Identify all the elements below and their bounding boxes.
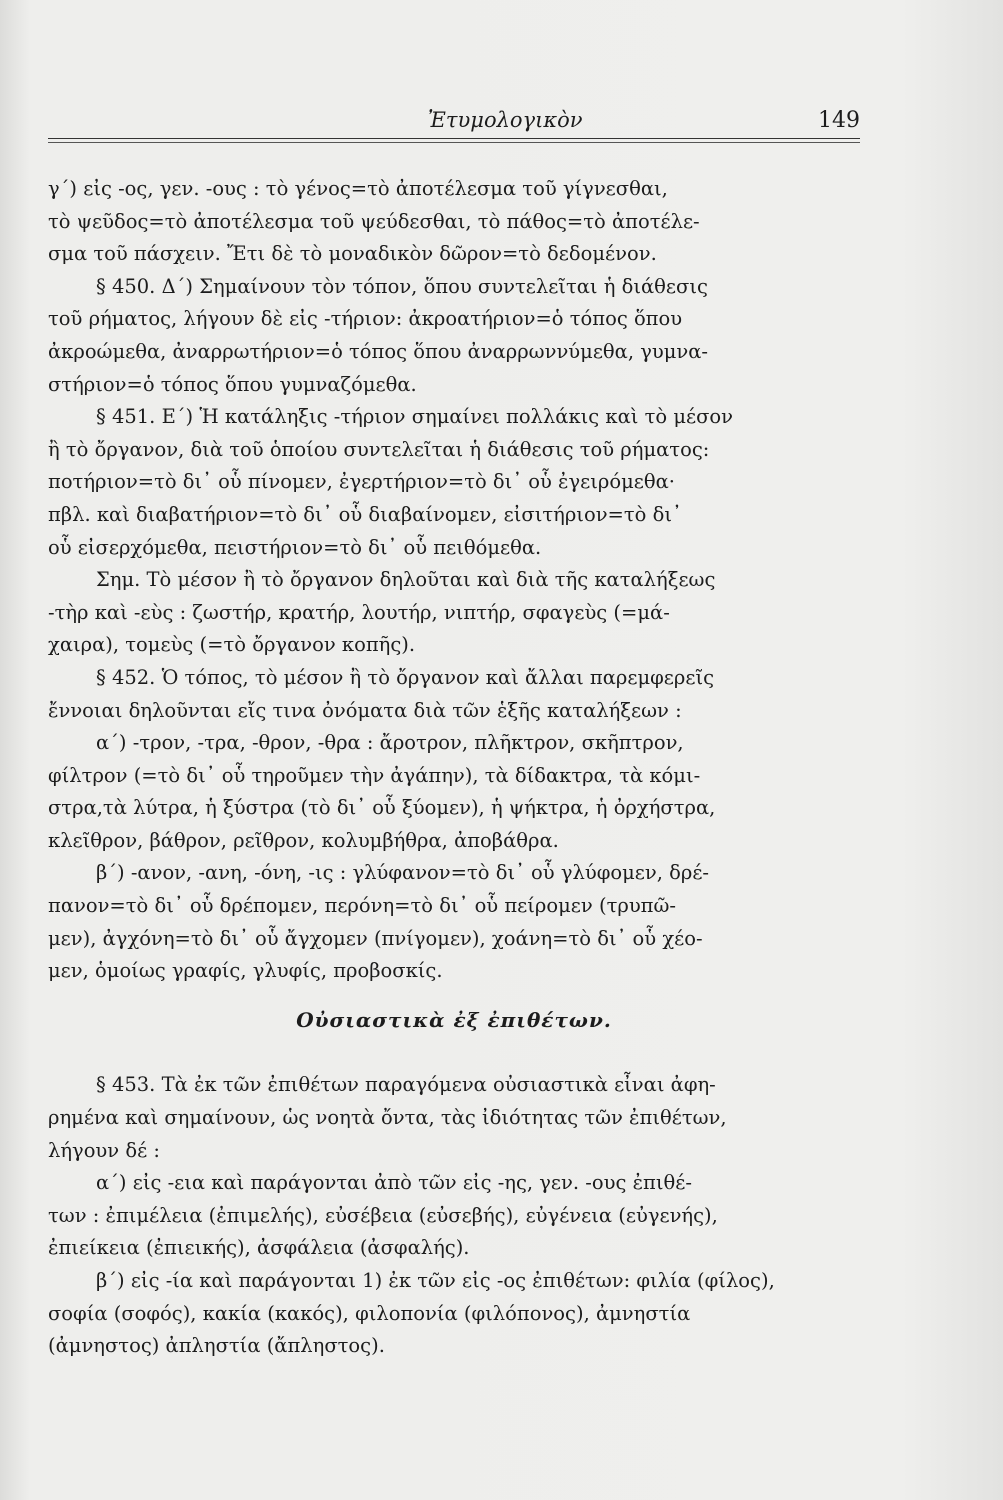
- text-line: σμα τοῦ πάσχειν. Ἔτι δὲ τὸ μοναδικὸν δῶρον=τὸ δεδομένον.: [48, 242, 657, 266]
- list-item-beta: β΄) -ανον, -ανη, -όνη, -ις : γλύφανον=τὸ δι᾽ οὗ γλύφομεν, δρέ-: [96, 861, 710, 885]
- text-line: σοφία (σοφός), κακία (κακός), φιλοπονία (φιλόπονος), ἀμνηστία: [48, 1301, 691, 1325]
- text-line: ἢ τὸ ὄργανον, διὰ τοῦ ὁποίου συντελεῖται ἡ διάθεσις τοῦ ρήματος:: [48, 437, 710, 461]
- header-rule-thin: [48, 142, 860, 143]
- text-line: -τὴρ καὶ -εὺς : ζωστήρ, κρατήρ, λουτήρ, νιπτήρ, σφαγεὺς (=μά-: [48, 600, 670, 624]
- text-line: λήγουν δέ :: [48, 1138, 160, 1162]
- list-item-alpha: α΄) -τρον, -τρα, -θρον, -θρα : ἄροτρον, πλῆκτρον, σκῆπτρον,: [96, 731, 684, 755]
- text-line: τὸ ψεῦδος=τὸ ἀποτέλεσμα τοῦ ψεύδεσθαι, τὸ πάθος=τὸ ἀποτέλε-: [48, 209, 700, 233]
- text-line: ποτήριον=τὸ δι᾽ οὗ πίνομεν, ἐγερτήριον=τὸ δι᾽ οὗ ἐγειρόμεθα·: [48, 470, 676, 494]
- page-header: [48, 108, 860, 142]
- text-line: ρημένα καὶ σημαίνουν, ὡς νοητὰ ὄντα, τὰς ἰδιότητας τῶν ἐπιθέτων,: [48, 1106, 727, 1130]
- page-body: [48, 173, 860, 1363]
- section-453-start: § 453. Τὰ ἐκ τῶν ἐπιθέτων παραγόμενα οὐσιαστικὰ εἶναι ἀφη-: [96, 1073, 716, 1097]
- text-line: οὗ εἰσερχόμεθα, πειστήριον=τὸ δι᾽ οὗ πειθόμεθα.: [48, 535, 542, 559]
- text-line: στρα,τὰ λύτρα, ἡ ξύστρα (τὸ δι᾽ οὗ ξύομεν), ἡ ψήκτρα, ἡ ὀρχήστρα,: [48, 796, 716, 820]
- text-line: μεν), ἀγχόνη=τὸ δι᾽ οὗ ἄγχομεν (πνίγομεν), χοάνη=τὸ δι᾽ οὗ χέο-: [48, 926, 703, 950]
- section-451-start: § 451. Ε΄) Ἡ κατάληξις -τήριον σημαίνει πολλάκις καὶ τὸ μέσον: [96, 405, 734, 429]
- text-line: στήριον=ὁ τόπος ὅπου γυμναζόμεθα.: [48, 372, 417, 396]
- text-line: (ἀμνηστος) ἀπληστία (ἄπληστος).: [48, 1334, 385, 1358]
- section-452-start: § 452. Ὁ τόπος, τὸ μέσον ἢ τὸ ὄργανον καὶ ἄλλαι παρεμφερεῖς: [96, 665, 715, 689]
- note-start: Σημ. Τὸ μέσον ἢ τὸ ὄργανον δηλοῦται καὶ διὰ τῆς καταλήξεως: [96, 568, 716, 592]
- text-line: χαιρα), τομεὺς (=τὸ ὄργανον κοπῆς).: [48, 633, 416, 657]
- section-heading: Οὐσιαστικὰ ἐξ ἐπιθέτων.: [296, 1007, 612, 1032]
- text-line: φίλτρον (=τὸ δι᾽ οὗ τηροῦμεν τὴν ἀγάπην), τὰ δίδακτρα, τὰ κόμι-: [48, 763, 701, 787]
- list-item-beta: β΄) εἰς -ία καὶ παράγονται 1) ἐκ τῶν εἰς -ος ἐπιθέτων: φιλία (φίλος),: [96, 1269, 775, 1292]
- header-rule: [48, 138, 860, 139]
- page-number: 149: [818, 108, 860, 133]
- text-line: ἀκροώμεθα, ἀναρρωτήριον=ὁ τόπος ὅπου ἀναρρωννύμεθα, γυμνα-: [48, 339, 709, 363]
- text-line: πανον=τὸ δι᾽ οὗ δρέπομεν, περόνη=τὸ δι᾽ οὗ πείρομεν (τρυπῶ-: [48, 894, 676, 918]
- text-line: μεν, ὁμοίως γραφίς, γλυφίς, προβοσκίς.: [48, 959, 443, 983]
- running-title: Ἐτυμολογικὸν: [428, 108, 583, 132]
- text-line: ἔννοιαι δηλοῦνται εἴς τινα ὀνόματα διὰ τῶν ἑξῆς καταλήξεων :: [48, 698, 682, 722]
- text-line: πβλ. καὶ διαβατήριον=τὸ δι᾽ οὗ διαβαίνομεν, εἰσιτήριον=τὸ δι᾽: [48, 502, 682, 526]
- text-line: τοῦ ρήματος, λήγουν δὲ εἰς -τήριον: ἀκροατήριον=ὁ τόπος ὅπου: [48, 307, 683, 331]
- text-line: κλεῖθρον, βάθρον, ρεῖθρον, κολυμβήθρα, ἀποβάθρα.: [48, 828, 559, 852]
- text-line: των : ἐπιμέλεια (ἐπιμελής), εὐσέβεια (εὐσεβής), εὐγένεια (εὐγενής),: [48, 1203, 718, 1227]
- text-line: γ΄) εἰς -ος, γεν. -ους : τὸ γένος=τὸ ἀποτέλεσμα τοῦ γίγνεσθαι,: [48, 177, 668, 200]
- text-line: ἐπιείκεια (ἐπιεικής), ἀσφάλεια (ἀσφαλής).: [48, 1236, 470, 1260]
- list-item-alpha: α΄) εἰς -εια καὶ παράγονται ἀπὸ τῶν εἰς -ης, γεν. -ους ἐπιθέ-: [96, 1171, 692, 1195]
- section-450-start: § 450. Δ΄) Σημαίνουν τὸν τόπον, ὅπου συντελεῖται ἡ διάθεσις: [96, 274, 708, 298]
